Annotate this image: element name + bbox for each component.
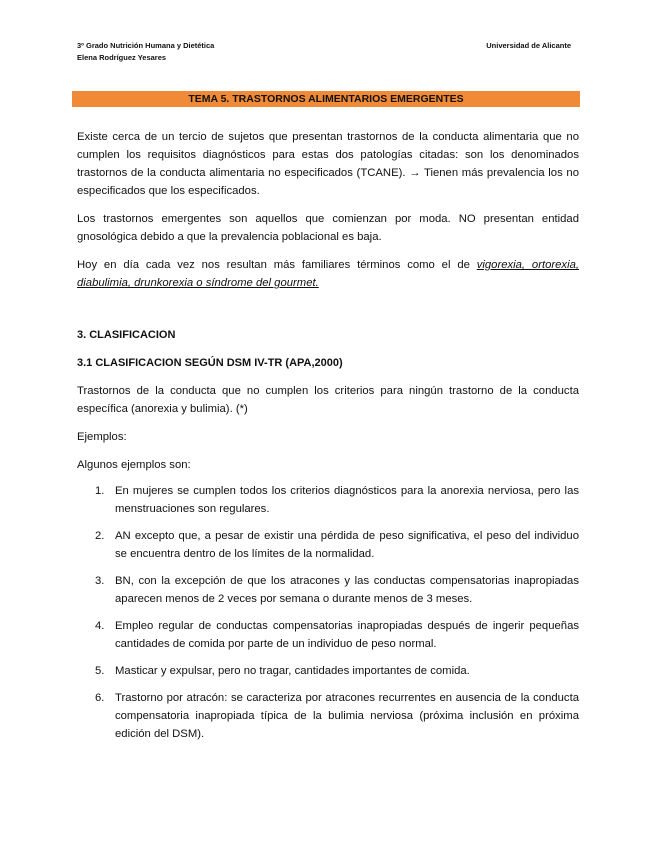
header-course: 3º Grado Nutrición Humana y Dietética (77, 41, 215, 50)
list-item-text: AN excepto que, a pesar de existir una pérdida de peso significativa, el peso del individuo se encuentra dentro de los límites de la normalidad. (115, 530, 579, 560)
examples-list (77, 482, 579, 743)
intro-paragraph-1: Existe cerca de un tercio de sujetos que presentan trastornos de la conducta alimentaria que no cumplen los requisitos diagnósticos para estas dos patologías citadas: son los denominados trastornos de la conducta alimentaria no especificados (TCANE). → Tienen más prevalencia los no especificados que los especificados. (77, 131, 579, 197)
list-item-number: 6. (95, 692, 105, 704)
list-item-number: 2. (95, 530, 105, 542)
list-item-number: 4. (95, 620, 105, 632)
examples-label: Ejemplos: (77, 431, 127, 443)
section-heading: 3. CLASIFICACION (77, 329, 176, 341)
classification-section (77, 326, 579, 752)
list-item-text: En mujeres se cumplen todos los criterios diagnósticos para la anorexia nerviosa, pero las menstruaciones son regulares. (115, 485, 579, 515)
list-item (77, 527, 579, 563)
list-item-text: Masticar y expulsar, pero no tragar, cantidades importantes de comida. (115, 665, 470, 677)
classification-paragraph: Trastornos de la conducta que no cumplen los criterios para ningún trastorno de la conducta específica (anorexia y bulimia). (*) (77, 385, 579, 415)
subsection-heading: 3.1 CLASIFICACION SEGÚN DSM IV-TR (APA,2000) (77, 357, 343, 369)
intro-paragraph-3 (77, 256, 579, 292)
list-item-number: 1. (95, 485, 105, 497)
list-item-text: BN, con la excepción de que los atracones y las conductas compensatorias inapropiadas aparecen menos de 2 veces por semana o durante menos de 3 meses. (115, 575, 579, 605)
header-left (77, 40, 214, 64)
list-item (77, 617, 579, 653)
topic-banner: TEMA 5. TRASTORNOS ALIMENTARIOS EMERGENTES (72, 91, 580, 107)
list-item-text: Trastorno por atracón: se caracteriza por atracones recurrentes en ausencia de la conducta compensatoria inapropiada típica de la bulimia nerviosa (próxima inclusión en próxima edición del DSM). (115, 692, 579, 740)
emerging-terms: vigorexia, ortorexia, diabulimia, drunkorexia o síndrome del gourmet. (77, 259, 579, 289)
examples-intro: Algunos ejemplos son: (77, 459, 191, 471)
list-item-number: 3. (95, 575, 105, 587)
intro-paragraph-3-prefix: Hoy en día cada vez nos resultan más familiares términos como el de (77, 259, 477, 271)
list-item-number: 5. (95, 665, 105, 677)
intro-paragraph-2: Los trastornos emergentes son aquellos que comienzan por moda. NO presentan entidad gnosológica debido a que la prevalencia poblacional es baja. (77, 213, 579, 243)
list-item (77, 482, 579, 518)
list-item (77, 689, 579, 743)
intro-block (77, 128, 579, 302)
list-item (77, 572, 579, 608)
header-university: Universidad de Alicante (486, 41, 571, 50)
list-item-text: Empleo regular de conductas compensatorias inapropiadas después de ingerir pequeñas cantidades de comida por parte de un individuo de peso normal. (115, 620, 579, 650)
list-item (77, 662, 579, 680)
header-author: Elena Rodríguez Yesares (77, 53, 167, 62)
